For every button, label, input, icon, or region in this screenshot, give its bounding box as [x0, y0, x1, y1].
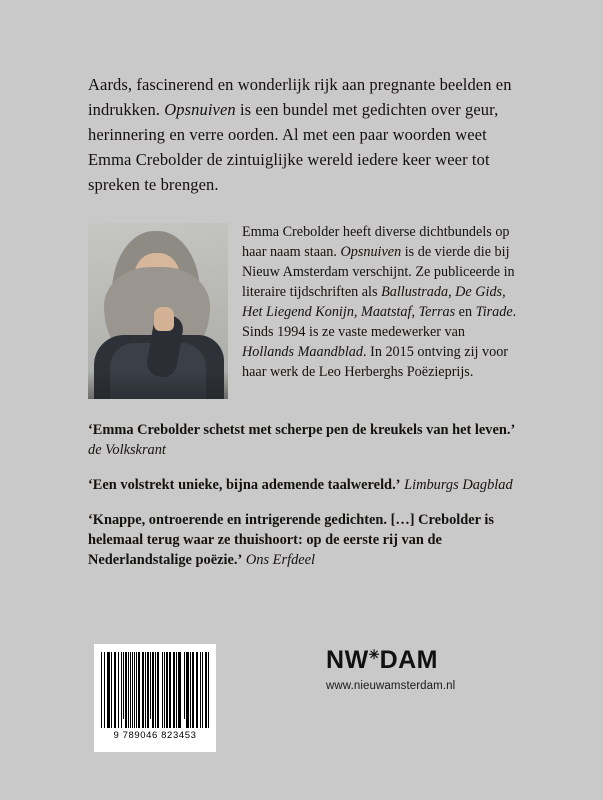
review-item — [88, 421, 518, 461]
bio-text-5: , — [353, 303, 362, 320]
barcode-bars — [101, 652, 209, 728]
barcode — [94, 644, 216, 752]
bio-text-3: , — [448, 284, 456, 301]
blurb-text-1: Aards, fascinerend en wonderlijk rijk aan pregnante beelden en indrukken. — [88, 75, 512, 120]
publisher-logo — [326, 648, 438, 673]
review-item — [88, 511, 518, 571]
bio-magazine-7: Hollands Maandblad — [242, 343, 363, 360]
publisher-block — [326, 648, 526, 692]
bio-text-1: Emma Crebolder heeft diverse dichtbundels op haar naam staan. — [242, 224, 510, 261]
cover-footer — [88, 640, 518, 760]
photo-hand — [154, 307, 174, 331]
blurb-paragraph — [88, 72, 518, 197]
star-icon: ✳ — [368, 647, 380, 662]
review-item — [88, 476, 518, 496]
bio-magazine-6: Tirade — [475, 303, 513, 320]
publisher-website[interactable]: www.nieuwamsterdam.nl — [326, 680, 456, 692]
bio-text-2: is de vierde die bij Nieuw Amsterdam verschijnt. Ze publiceerde in literaire tijdschriften als — [242, 244, 515, 301]
bio-text-6: , — [411, 303, 419, 320]
bio-text-7: en — [455, 303, 476, 320]
review-source: de Volkskrant — [88, 442, 166, 459]
bio-magazine-2: De Gids — [455, 284, 503, 301]
author-block — [88, 223, 518, 399]
blurb-text-2: is een bundel met gedichten over geur, herinnering en verre oorden. Al met een paar woorden weet Emma Crebolder de zintuiglijke wereld iedere keer weer tot spreken te brengen. — [88, 100, 499, 195]
reviews-list — [88, 421, 518, 570]
logo-part-nw: N — [326, 646, 345, 674]
review-quote: ‘Een volstrekt unieke, bijna ademende taalwereld.’ — [88, 477, 401, 494]
bio-text-9: . In 2015 ontving zij voor haar werk de Leo Herberghs Poëzieprijs. — [242, 343, 509, 380]
bio-magazine-1: Ballustrada — [381, 284, 449, 301]
bio-text-4: , — [502, 284, 506, 301]
bio-book-title: Opsnuiven — [340, 244, 402, 261]
photo-shadow — [88, 371, 228, 399]
barcode-number: 9 789046 823453 — [113, 730, 197, 741]
bio-magazine-3: Het Liegend Konijn — [242, 303, 354, 320]
bio-magazine-5: Terras — [418, 303, 456, 320]
review-quote: ‘Knappe, ontroerende en intrigerende gedichten. […] Crebolder is helemaal terug waar ze thuishoort: op de eerste rij van de Nederlandstalige poëzie.’ — [88, 512, 494, 568]
logo-part-w: W — [344, 646, 369, 674]
bio-magazine-4: Maatstaf — [361, 303, 412, 320]
review-quote: ‘Emma Crebolder schetst met scherpe pen de kreukels van het leven.’ — [88, 422, 516, 439]
cover-content — [88, 72, 518, 586]
bio-text-8: . Sinds 1994 is ze vaste medewerker van — [242, 303, 517, 340]
logo-part-dam: DAM — [379, 646, 439, 674]
author-bio — [242, 223, 518, 382]
review-source: Limburgs Dagblad — [404, 477, 513, 494]
review-source: Ons Erfdeel — [245, 551, 316, 568]
blurb-book-title: Opsnuiven — [164, 100, 236, 120]
author-photo — [88, 223, 228, 399]
